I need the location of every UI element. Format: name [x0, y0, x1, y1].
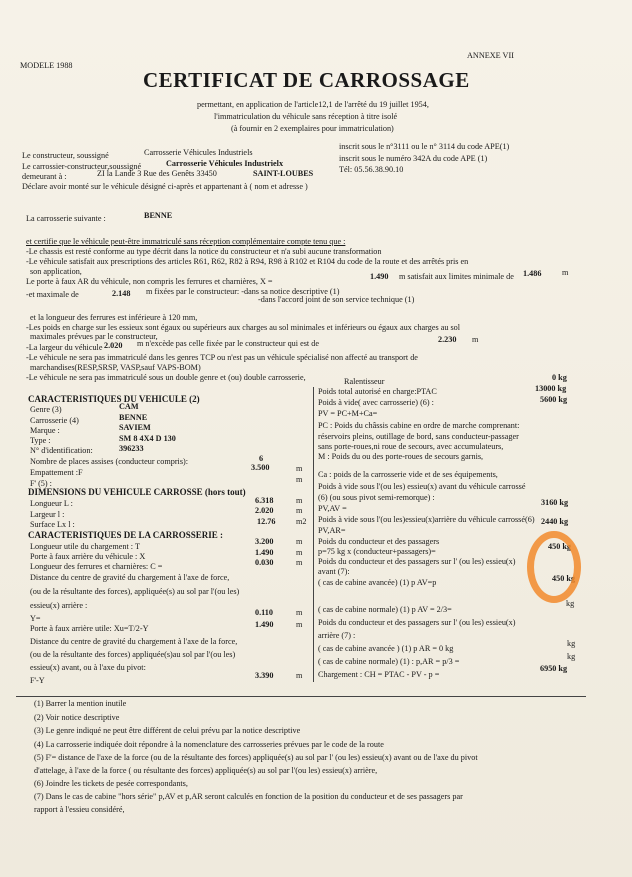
f-prime-label: F' (5) :	[30, 479, 52, 488]
useful-overhang-value: 1.490	[255, 620, 274, 629]
condition-4: Le porte à faux AR du véhicule, non compris les ferrures et charnières, X =	[26, 277, 273, 286]
condition-4c: m	[562, 268, 569, 277]
type-value: SM 8 4X4 D 130	[119, 434, 176, 443]
front-driver-2: avant (7):	[318, 567, 350, 576]
note-1: (1) Barrer la mention inutile	[34, 699, 127, 708]
condition-11: -Le véhicule ne sera pas immatriculé dans les genres TCP ou n'est pas un véhicule spécialisé non affecté au transport de	[26, 353, 418, 362]
genre-label: Genre (3)	[30, 405, 62, 414]
note-5: (5) F'= distance de l'axe de la force (ou de la résultante des forces) appliquée(s) au sol par l' (ou les) essieu(x) avant ou de l'axe du pivot	[34, 753, 478, 762]
width-unit: m	[296, 506, 303, 515]
width-dim-value: 2.020	[255, 506, 274, 515]
cg-front-3: essieu(x) avant, ou à l'axe du pivot:	[30, 663, 146, 672]
condition-6: -dans l'accord joint de son service technique (1)	[258, 295, 415, 304]
useful-overhang-label: Porte à faux arrière utile: Xu=T/2-Y	[30, 624, 149, 633]
note-5b: d'attelage, à l'axe de la force ( ou résultante des forces) appliquée(s) au sol par l'(ou les) essieu(x) arrière,	[34, 766, 378, 775]
front-advanced-cab: ( cas de cabine avancée) (1) p AV=p	[318, 578, 437, 587]
condition-2: -Le véhicule satisfait aux prescriptions des articles R61, R62, R82 à R94, R98 à R102 et R104 du code de la route et des arrêtés pris en	[26, 257, 469, 266]
note-3: (3) Le genre indiqué ne peut être différent de celui prévu par la notice descriptive	[34, 726, 301, 735]
driver-weight-label: Poids du conducteur et des passagers	[318, 537, 440, 546]
front-normal-cab: ( cas de cabine normale) (1) p AV = 2/3=	[318, 605, 452, 614]
rear-overhang-dim-value: 1.490	[255, 548, 274, 557]
fy-unit: m	[296, 671, 303, 680]
rear-normal-unit: kg	[567, 652, 576, 661]
pc-line-4: M : Poids du ou des porte-roues de secours garnis,	[318, 452, 484, 461]
carrosserie-value: BENNE	[144, 211, 173, 220]
rear-driver-1: Poids du conducteur et des passagers sur l' (ou les) essieu(x)	[318, 618, 516, 627]
y-unit: m	[296, 608, 303, 617]
subtitle-3: (à fournir en 2 exemplaires pour immatriculation)	[231, 124, 394, 133]
cg-distance-1: Distance du centre de gravité du chargement à l'axe de force,	[30, 573, 230, 582]
hinge-length-label: Longueur des ferrures et charnières: C =	[30, 562, 163, 571]
wheelbase-unit: m	[296, 464, 303, 473]
wheelbase-value: 3.500	[251, 463, 270, 472]
identity-line1b: Carrosserie Véhicules Industriels	[144, 148, 253, 157]
genre-value: CAM	[119, 402, 139, 411]
y-label: Y=	[30, 614, 41, 623]
surface-value: 12.76	[257, 517, 276, 526]
pc-line-2: réservoirs pleins, outillage de bord, sans conducteur-passager	[318, 432, 519, 441]
fy-value: 3.390	[255, 671, 274, 680]
condition-4b: m satisfait aux limites minimale de	[399, 272, 514, 281]
note-7b: rapport à l'essieu considéré,	[34, 805, 125, 814]
length-value: 6.318	[255, 496, 274, 505]
pv-ar-label: PV,AR=	[318, 526, 346, 535]
note-4: (4) La carrosserie indiquée doit répondre à la nomenclature des carrosseries prévues par le code de la route	[34, 740, 384, 749]
surface-unit: m2	[296, 517, 307, 526]
identity-phone: Tél: 05.56.38.90.10	[339, 165, 404, 174]
p75-value: 450 kg	[548, 542, 571, 551]
width-value: 2.020	[104, 341, 123, 350]
footnote-rule	[16, 696, 586, 697]
annex-label: ANNEXE VII	[467, 51, 514, 60]
seats-value: 6	[259, 454, 264, 463]
condition-9: maximales prévues par le constructeur,	[30, 332, 158, 341]
section-dimensions-heading: DIMENSIONS DU VEHICULE CARROSSE (hors tout)	[28, 487, 246, 497]
max-overhang-value: 2.148	[112, 289, 131, 298]
condition-10b: m n'excède pas celle fixée par le constructeur qui est de	[137, 339, 319, 348]
fy-label: F'-Y	[30, 676, 45, 685]
note-2: (2) Voir notice descriptive	[34, 713, 120, 722]
empty-weight-value: 5600 kg	[540, 395, 568, 404]
column-divider	[313, 387, 314, 682]
condition-1: -Le chassis est resté conforme au type décrit dans la notice du constructeur et n'a subi aucune transformation	[26, 247, 382, 256]
max-width-value: 2.230	[438, 335, 457, 344]
min-overhang-value: 1.486	[523, 269, 542, 278]
rear-overhang-label: Porte à faux arrière du véhicule : X	[30, 552, 146, 561]
condition-10c: m	[472, 335, 479, 344]
carrosserie-type-label: Carrosserie (4)	[30, 416, 79, 425]
model-label: MODELE 1988	[20, 61, 73, 70]
identity-city: SAINT-LOUBES	[253, 169, 314, 178]
identity-address: ZI la Lande 3 Rue des Genêts 33450	[97, 169, 217, 178]
marque-label: Marque :	[30, 426, 60, 435]
rear-advanced-cab: ( cas de cabine avancée ) (1) p AR = 0 kg	[318, 644, 454, 653]
length-label: Longueur L :	[30, 499, 73, 508]
seats-label: Nombre de places assises (conducteur compris):	[30, 457, 189, 466]
front-empty-1: Poids à vide sous l'(ou les) essieu(x) avant du véhicule carrossé	[318, 482, 526, 491]
ralentisseur-value: 0 kg	[552, 373, 567, 382]
condition-10: -La largeur du véhicule	[26, 343, 103, 352]
condition-7: et la longueur des ferrures est inférieure à 120 mm,	[30, 313, 198, 322]
hinge-length-value: 0.030	[255, 558, 274, 567]
rear-overhang-unit: m	[296, 548, 303, 557]
page-title: CERTIFICAT DE CARROSSAGE	[143, 68, 470, 92]
id-number-value: 396233	[119, 444, 144, 453]
identity-line3a: demeurant à :	[22, 172, 67, 181]
condition-12: marchandises(RESP,SRSP, VASP,sauf VAPS-BOM)	[30, 363, 201, 372]
pv-formula: PV = PC+M+Ca=	[318, 409, 378, 418]
condition-3: son application,	[30, 267, 82, 276]
section-vehicle-heading: CARACTERISTIQUES DU VEHICULE (2)	[28, 394, 200, 404]
pv-av-label: PV,AV =	[318, 504, 347, 513]
load-value: 6950 kg	[540, 664, 568, 673]
identity-line2c: inscrit sous le numéro 342A du code APE (1)	[339, 154, 488, 163]
cg-distance-2: (ou de la résultante des forces), appliquée(s) au sol par l'(ou les)	[30, 587, 240, 596]
identity-line2a: Le carrossier-constructeur,soussigné	[22, 162, 142, 171]
cg-front-1: Distance du centre de gravité du chargement à l'axe de la force,	[30, 637, 238, 646]
front-empty-value: 3160 kg	[541, 498, 569, 507]
y-value: 0.110	[255, 608, 273, 617]
cg-distance-3: essieu(x) arrière :	[30, 601, 88, 610]
surface-label: Surface Lx l :	[30, 520, 75, 529]
rear-empty-label: Poids à vide sous l'(ou les)essieu(x)arrière du véhicule carrossé(6)	[318, 515, 535, 524]
pc-line-3: sans porte-roues,ni roue de secours, avec accumulateurs,	[318, 442, 504, 451]
rear-normal-cab: ( cas de cabine normale) (1) : p,AR = p/3 =	[318, 657, 460, 666]
carrosserie-label: La carrosserie suivante :	[26, 214, 106, 223]
certify-heading: et certifie que le véhicule peut-être immatriculé sans réception complémentaire compte tenu que :	[26, 237, 346, 246]
subtitle-1: permettant, en application de l'article12,1 de l'arrêté du 19 juillet 1954,	[197, 100, 429, 109]
marque-value: SAVIEM	[119, 423, 151, 432]
ralentisseur-label: Ralentisseur	[344, 377, 385, 386]
subtitle-2: l'immatriculation du véhicule sans réception à titre isolé	[214, 112, 398, 121]
empty-weight-label: Poids à vide( avec carrosserie) (6) :	[318, 398, 434, 407]
identity-line1c: inscrit sous le n°3111 ou le n° 3114 du code APE(1)	[339, 142, 510, 151]
ptac-value: 13000 kg	[535, 384, 567, 393]
ptac-label: Poids total autorisé en charge:PTAC	[318, 387, 437, 396]
orange-highlight-circle	[527, 531, 581, 603]
type-label: Type :	[30, 436, 51, 445]
ca-line: Ca : poids de la carrosserie vide et de ses équipements,	[318, 470, 498, 479]
useful-length-label: Longueur utile du chargement : T	[30, 542, 140, 551]
condition-5b: m fixées par le constructeur: -dans sa notice descriptive (1)	[146, 287, 340, 296]
cg-front-2: (ou de la résultante des forces) appliquée(s)au sol par l'(ou les)	[30, 650, 236, 659]
section-body-heading: CARACTERISTIQUES DE LA CARROSSERIE :	[28, 530, 224, 540]
front-empty-2: (6) (ou sous pivot semi-remorque) :	[318, 493, 435, 502]
condition-13: -Le véhicule ne sera pas immatriculé sous un double genre et (ou) double carrosserie,	[26, 373, 306, 382]
f-prime-unit: m	[296, 475, 303, 484]
identity-line1a: Le constructeur, soussigné	[22, 151, 109, 160]
front-advanced-value: 450 kg	[552, 574, 575, 583]
pc-line-1: PC : Poids du châssis cabine en ordre de marche comprenant:	[318, 421, 520, 430]
front-normal-unit: kg	[566, 599, 575, 608]
hinge-length-unit: m	[296, 558, 303, 567]
useful-length-value: 3.200	[255, 537, 274, 546]
carrosserie-type-value: BENNE	[119, 413, 148, 422]
rear-driver-2: arrière (7) :	[318, 631, 356, 640]
front-driver-1: Poids du conducteur et des passagers sur l' (ou les) essieu(x)	[318, 557, 516, 566]
identity-line4: Déclare avoir monté sur le véhicule désigné ci-après et appartenant à ( nom et adresse )	[22, 182, 308, 191]
note-7: (7) Dans le cas de cabine "hors série" p,AV et p,AR seront calculés en fonction de la position du conducteur et de ses passagers par	[34, 792, 463, 801]
wheelbase-label: Empattement :F	[30, 468, 83, 477]
note-6: (6) Joindre les tickets de pesée correspondants,	[34, 779, 188, 788]
load-formula: Chargement : CH = PTAC - PV - p =	[318, 670, 440, 679]
condition-8: -Les poids en charge sur les essieux sont égaux ou supérieurs aux charges au sol minimales et inférieurs ou égaux aux charges au sol	[26, 323, 461, 332]
useful-length-unit: m	[296, 537, 303, 546]
rear-advanced-unit: kg	[567, 639, 576, 648]
identity-line2b: Carrosserie Véhicules Industrielx	[166, 159, 284, 168]
condition-5: -et maximale de	[26, 290, 79, 299]
width-label: Largeur l :	[30, 510, 65, 519]
p75-label: p=75 kg x (conducteur+passagers)=	[318, 547, 436, 556]
rear-empty-value: 2440 kg	[541, 517, 569, 526]
rear-overhang-value: 1.490	[370, 272, 389, 281]
id-number-label: N° d'identification:	[30, 446, 93, 455]
useful-overhang-unit: m	[296, 620, 303, 629]
length-unit: m	[296, 496, 303, 505]
